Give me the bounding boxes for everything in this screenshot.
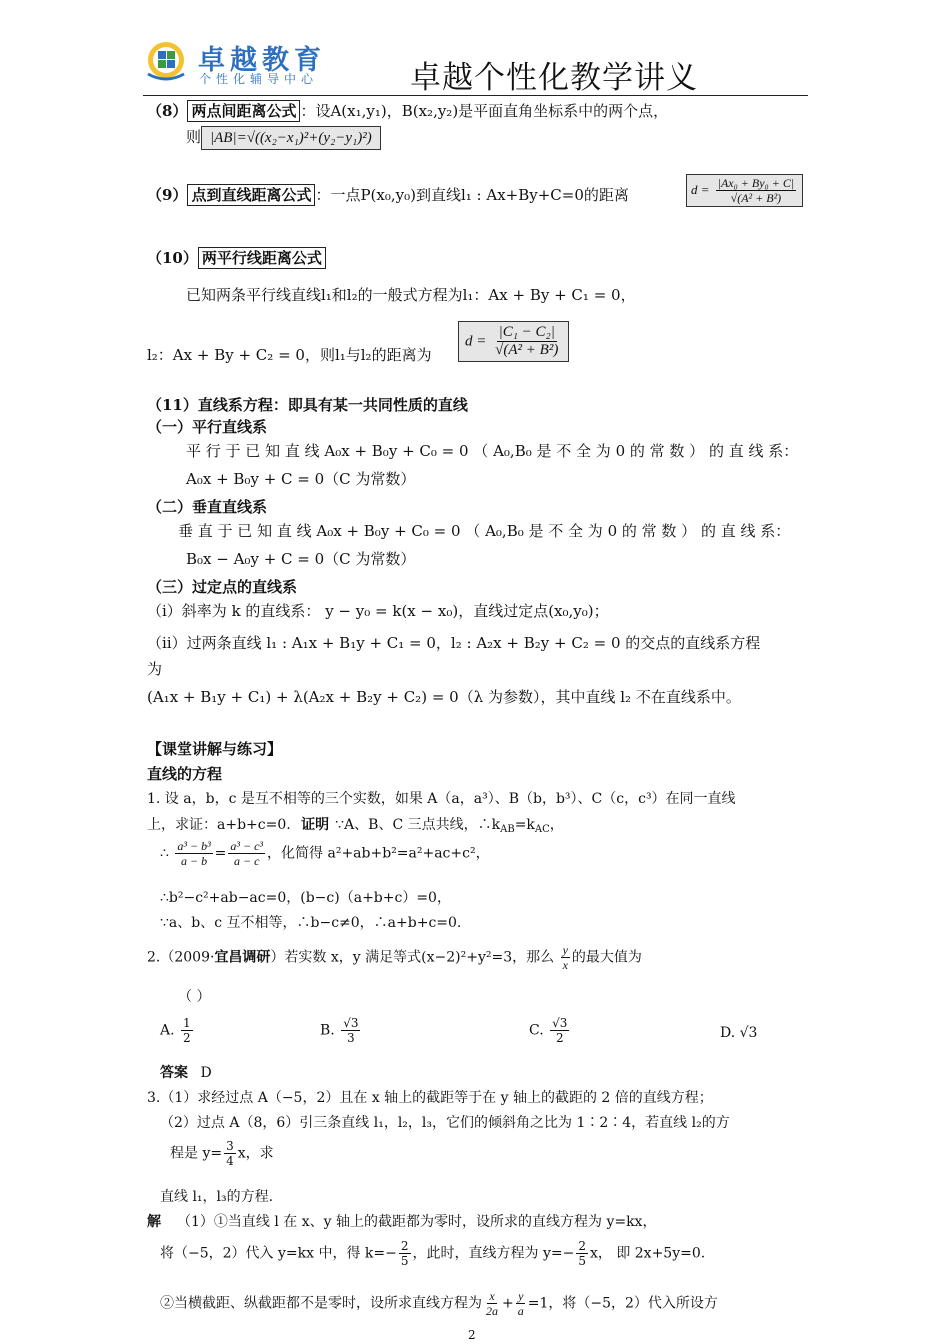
fraction-numerator: x: [489, 1289, 495, 1303]
parallel-system-title: （一）平行直线系: [147, 418, 268, 436]
perpendicular-system-title: （二）垂直直线系: [147, 498, 268, 516]
slope-ab-fraction: [175, 840, 212, 867]
section-number: （8）: [147, 102, 188, 120]
logo-subtitle: 个性化辅导中心: [199, 72, 319, 86]
fraction-denominator: 2: [555, 1031, 564, 1045]
q3-solution-1: [147, 1211, 656, 1231]
header-divider: [143, 95, 808, 96]
section-number: （9）: [147, 186, 188, 204]
formula-numerator: |C₁ − C₂|: [498, 324, 555, 340]
then-text: 则: [186, 128, 202, 146]
q3-line3-end: x，求: [237, 1145, 274, 1162]
section-8-formula-line: [186, 126, 381, 147]
q1-line2-text: 上，求证：a+b+c=0.: [147, 817, 291, 833]
q1-line1: 1. 设 a，b，c 是互不相等的三个实数，如果 A（a，a³）、B（b，b³）、C（c，c³）在同一直线: [147, 791, 736, 807]
formula-numerator: |Ax₀ + By₀ + C|: [717, 176, 795, 190]
fraction-denominator: a: [517, 1304, 524, 1318]
fraction-denominator: 4: [226, 1154, 234, 1168]
q1-line2: [147, 814, 564, 835]
parallel-system-eq: A₀x + B₀y + C = 0（C 为常数）: [186, 470, 416, 488]
q1-line5: ∵a、b、c 互不相等，∴b−c≠0，∴a+b+c=0.: [160, 915, 462, 931]
distance-formula: |AB|=√((x₂−x₁)²+(y₂−y₁)²): [201, 126, 381, 150]
plus-sign: +: [502, 1295, 514, 1312]
lesson-heading: 【课堂讲解与练习】: [147, 740, 283, 758]
option-a-fraction: [181, 1017, 193, 1044]
fraction-denominator: 2a: [486, 1304, 498, 1318]
solution-text: ②当横截距、纵截距都不是零时，设所求直线方程为: [160, 1295, 482, 1312]
solution-text: ，此时，直线方程为 y=−: [412, 1245, 575, 1262]
option-b-fraction: [341, 1017, 360, 1044]
formula-fraction: [493, 325, 560, 358]
fraction-numerator: y: [518, 1289, 524, 1303]
q2-source: 宜昌调研: [214, 949, 271, 966]
fraction-denominator: x: [562, 958, 568, 972]
k-fraction: [399, 1240, 411, 1267]
q2-prefix: 2.（2009·: [147, 949, 215, 966]
q1-line3: [160, 840, 490, 867]
fraction-numerator: y: [562, 943, 568, 957]
formula-denominator: √(A² + B²): [730, 191, 782, 205]
fraction-denominator: a − c: [234, 854, 260, 868]
q2-answer: [160, 1062, 212, 1082]
option-c-label: C.: [529, 1022, 544, 1039]
fixed-point-system-title: （三）过定点的直线系: [147, 578, 298, 596]
section-name: 两平行线距离公式: [198, 247, 326, 269]
q1-proof-eq: =k: [514, 817, 535, 833]
section-name: 两点间距离公式: [187, 100, 300, 122]
y-over-a-fraction: [516, 1290, 526, 1317]
solution-label: 解: [147, 1214, 161, 1230]
formula-d: d =: [691, 182, 710, 197]
section-8: [147, 100, 668, 121]
q1-line4: ∴b²−c²+ab−ac=0，(b−c)（a+b+c）=0，: [160, 890, 451, 906]
option-a-label: A.: [160, 1022, 175, 1039]
q2-line1: [147, 944, 642, 971]
section-text: ：一点P(x₀,y₀)到直线l₁ : Ax+By+C=0的距离: [315, 186, 629, 204]
solution-text: 将（−5，2）代入 y=kx 中，得 k=−: [160, 1245, 397, 1262]
option-b: [320, 1017, 362, 1044]
q2-text-end: 的最大值为: [571, 949, 642, 966]
option-c-fraction: [550, 1017, 569, 1044]
parallel-system-text: 平 行 于 已 知 直 线 A₀x + B₀y + C₀ = 0 （ A₀,B₀ 是 不 全 为 0 的 常 数 ） 的 直 线 系：: [186, 442, 799, 460]
therefore-symbol: ∴: [160, 845, 169, 862]
page-number: 2: [468, 1328, 476, 1342]
section-name: 点到直线距离公式: [187, 184, 315, 206]
option-a: [160, 1017, 195, 1044]
fraction-numerator: √3: [552, 1016, 568, 1030]
lesson-subheading: 直线的方程: [147, 765, 223, 783]
q3-solution-2: [160, 1240, 705, 1267]
point-line-distance-formula: [686, 174, 803, 207]
logo-emblem-icon: [143, 40, 189, 82]
fixed-point-system-eq: (A₁x + B₁y + C₁) + λ(A₂x + B₂y + C₂) = 0（λ 为参数），其中直线 l₂ 不在直线系中。: [147, 688, 741, 706]
q2-answer-blank: （ ）: [178, 989, 211, 1005]
section-10-line1: 已知两条平行线直线l₁和l₂的一般式方程为l₁：Ax + By + C₁ = 0，: [186, 286, 636, 304]
proof-label: 证明: [301, 817, 330, 833]
q3-line3: [170, 1140, 274, 1167]
fraction-numerator: 2: [400, 1239, 409, 1253]
section-11-title: （11）直线系方程：即具有某一共同性质的直线: [147, 396, 468, 414]
slope-ac-fraction: [228, 840, 265, 867]
answer-value: D: [200, 1065, 212, 1081]
subscript-ab: AB: [500, 824, 515, 835]
perpendicular-system-eq: B₀x − A₀y + C = 0（C 为常数）: [186, 550, 416, 568]
solution-text: （1）①当直线 l 在 x、y 轴上的截距都为零时，设所求的直线方程为 y=kx，: [177, 1214, 657, 1230]
perpendicular-system-text: 垂 直 于 已 知 直 线 A₀x + B₀y + C₀ = 0 （ A₀,B₀ 是 不 全 为 0 的 常 数 ） 的 直 线 系：: [178, 522, 791, 540]
q3-line1: 3.（1）求经过点 A（−5，2）且在 x 轴上的截距等于在 y 轴上的截距的 2 倍的直线方程；: [147, 1090, 713, 1106]
option-c: [529, 1017, 571, 1044]
section-10: [147, 247, 326, 268]
page-title: 卓越个性化教学讲义: [410, 60, 698, 96]
fixed-point-system-i: （ⅰ）斜率为 k 的直线系： y − y₀ = k(x − x₀)，直线过定点(x₀,y₀)；: [147, 602, 609, 620]
section-10-line2: [147, 344, 432, 365]
section-text: ：设A(x₁,y₁)，B(x₂,y₂)是平面直角坐标系中的两个点，: [300, 102, 669, 120]
fraction-numerator: 1: [183, 1016, 191, 1030]
fraction-numerator: a³ − b³: [177, 839, 211, 853]
q3-line4: 直线 l₁，l₃的方程.: [160, 1189, 274, 1205]
slope-fraction: [224, 1140, 236, 1167]
section-10-line2-text: l₂：Ax + By + C₂ = 0，则l₁与l₂的距离为: [147, 346, 432, 364]
fraction-denominator: 3: [347, 1031, 355, 1045]
fraction-numerator: 2: [578, 1239, 586, 1253]
fraction-denominator: 5: [578, 1254, 586, 1268]
q2-text: ）若实数 x，y 满足等式(x−2)²+y²=3，那么: [270, 949, 555, 966]
subscript-ac: AC: [534, 824, 550, 835]
fraction-numerator: 3: [226, 1139, 234, 1153]
section-number: （10）: [147, 249, 198, 267]
q1-proof-end: ，: [549, 817, 564, 833]
y-over-x-fraction: [561, 944, 570, 971]
fraction-denominator: 5: [400, 1254, 409, 1268]
parallel-distance-formula: [458, 321, 569, 362]
option-b-label: B.: [320, 1022, 335, 1039]
x-over-2a-fraction: [484, 1290, 500, 1317]
section-9: [147, 184, 629, 205]
solution-text: x， 即 2x+5y=0.: [589, 1245, 706, 1262]
q1-line3-text: ，化简得 a²+ab+b²=a²+ac+c²，: [267, 845, 490, 862]
option-d: D. √3: [720, 1025, 758, 1041]
fixed-point-system-ii: （ⅱ）过两条直线 l₁ : A₁x + B₁y + C₁ = 0，l₂ : A₂x + B₂y + C₂ = 0 的交点的直线系方程: [147, 634, 761, 652]
fraction-denominator: 2: [183, 1031, 191, 1045]
q3-line2: （2）过点 A（8，6）引三条直线 l₁，l₂，l₃，它们的倾斜角之比为 1∶2∶4，若直线 l₂的方: [160, 1115, 730, 1131]
logo-title: 卓越教育: [198, 45, 326, 76]
slope-fraction-2: [576, 1240, 588, 1267]
q3-solution-3: [160, 1290, 718, 1317]
fraction-denominator: a − b: [180, 854, 208, 868]
q1-proof-text: ∵A、B、C 三点共线，∴k: [335, 817, 501, 833]
equals-sign: =: [214, 845, 227, 862]
fraction-numerator: a³ − c³: [230, 839, 264, 853]
answer-label: 答案: [160, 1065, 188, 1081]
formula-fraction: [716, 177, 796, 204]
formula-denominator: √(A² + B²): [495, 342, 559, 358]
fixed-point-system-ii-cont: 为: [147, 660, 163, 678]
solution-text: =1，将（−5，2）代入所设方: [527, 1295, 718, 1312]
formula-d: d =: [465, 333, 487, 350]
q3-line3-text: 程是 y=: [170, 1145, 223, 1162]
fraction-numerator: √3: [343, 1016, 359, 1030]
